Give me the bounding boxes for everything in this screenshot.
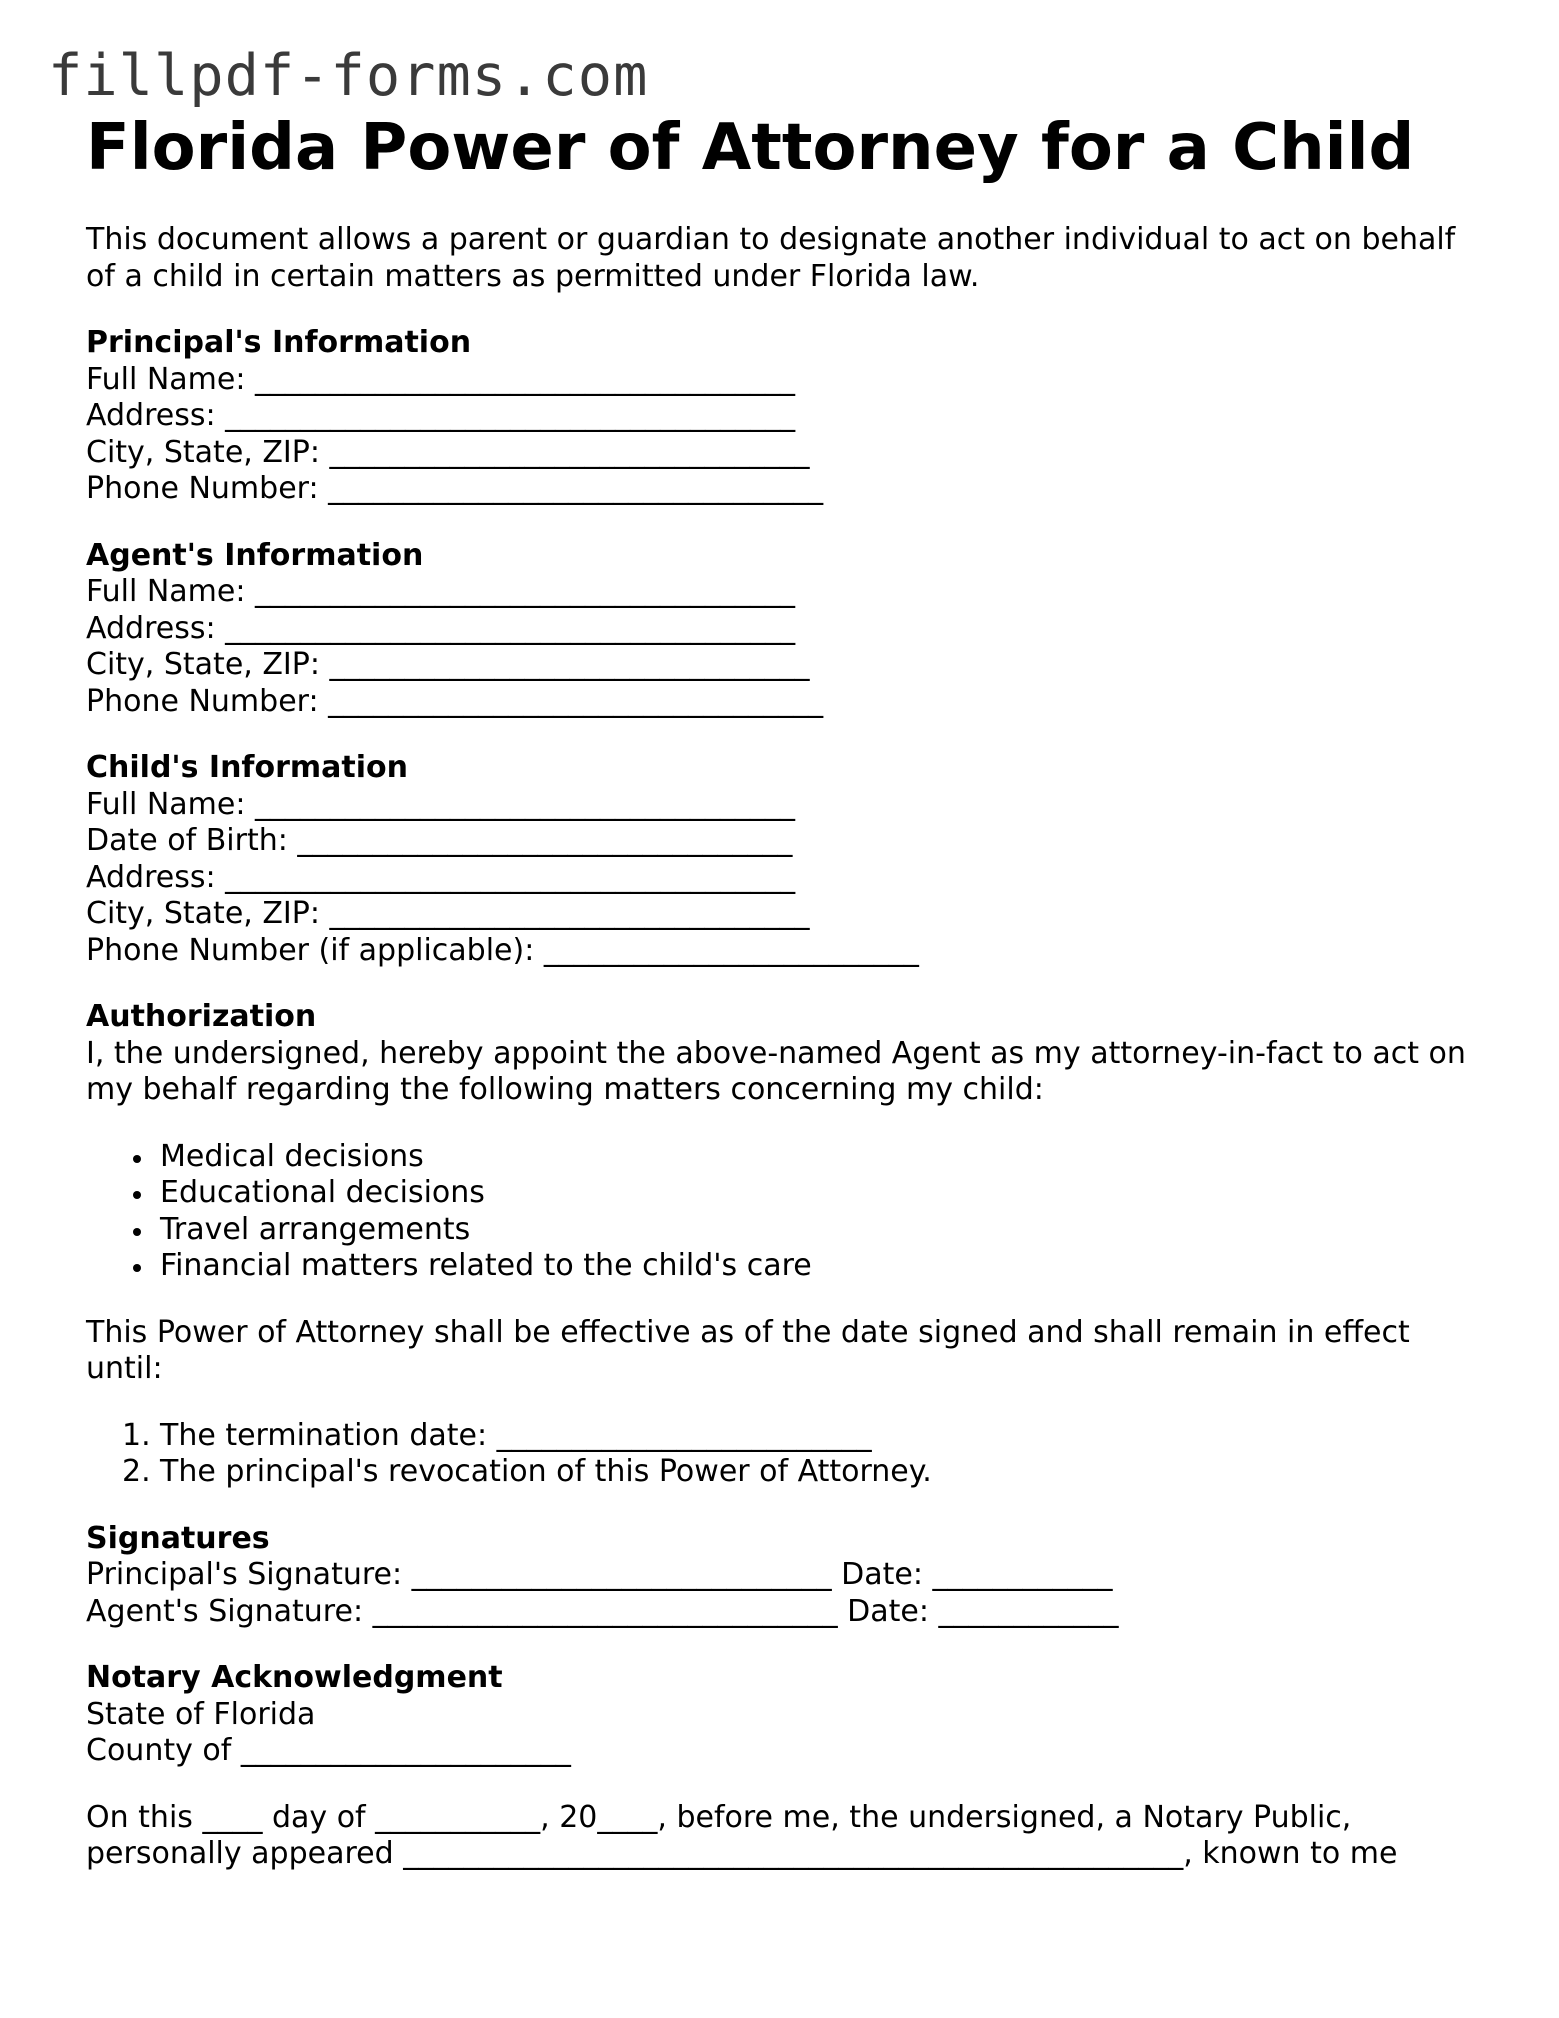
signatures-section	[86, 1521, 1486, 1631]
child-city-field[interactable]: City, State, ZIP: ________________________________	[86, 896, 810, 931]
condition-text: The termination date: _________________________	[160, 1417, 872, 1453]
child-address-field[interactable]: Address: ______________________________________	[86, 859, 796, 895]
notary-state: State of Florida	[86, 1696, 316, 1732]
authorization-text: I, the undersigned, hereby appoint the above-named Agent as my attorney-in-fact to act on my behalf regarding the following matters concerning my child:	[86, 1035, 1466, 1107]
list-item: Medical decisions	[160, 1139, 1486, 1176]
principal-heading: Principal's Information	[86, 325, 472, 360]
intro-paragraph: This document allows a parent or guardian to designate another individual to act on behalf of a child in certain matters as permitted under Florida law.	[86, 222, 1456, 294]
agent-section	[86, 538, 1486, 721]
condition-termination-date[interactable]	[122, 1417, 1486, 1455]
list-number: 1.	[122, 1417, 151, 1453]
child-section	[86, 750, 1486, 969]
agent-address-field[interactable]: Address: ______________________________________	[86, 610, 796, 646]
condition-text: The principal's revocation of this Power of Attorney.	[160, 1454, 932, 1489]
notary-county-field[interactable]: County of ______________________	[86, 1733, 571, 1768]
condition-revocation	[122, 1454, 1486, 1491]
page-title: Florida Power of Attorney for a Child	[86, 111, 1415, 185]
child-full-name-field[interactable]: Full Name: ____________________________________	[86, 786, 795, 822]
child-heading: Child's Information	[86, 750, 408, 785]
notary-section	[86, 1660, 1486, 1873]
agent-heading: Agent's Information	[86, 537, 424, 573]
list-item: Educational decisions	[160, 1175, 1486, 1212]
principal-address-field[interactable]: Address: ______________________________________	[86, 398, 796, 433]
list-item: Travel arrangements	[160, 1212, 1486, 1249]
principal-city-field[interactable]: City, State, ZIP: ________________________________	[86, 434, 810, 470]
conditions-list	[86, 1418, 1486, 1491]
list-number: 2.	[122, 1454, 151, 1489]
notary-heading: Notary Acknowledgment	[86, 1660, 503, 1695]
notary-statement[interactable]: On this ____ day of ___________, 20____, before me, the undersigned, a Notary Public, personally appeared ____________________________________________________, known to me	[86, 1799, 1398, 1871]
principal-phone-field[interactable]: Phone Number: _________________________________	[86, 471, 824, 506]
agent-phone-field[interactable]: Phone Number: _________________________________	[86, 683, 824, 719]
child-dob-field[interactable]: Date of Birth: _________________________________	[86, 823, 793, 858]
child-phone-field[interactable]: Phone Number (if applicable): _________________________	[86, 932, 919, 968]
effective-text: This Power of Attorney shall be effective as of the date signed and shall remain in effect until:	[86, 1314, 1410, 1386]
authorization-section	[86, 999, 1486, 1491]
list-item: Financial matters related to the child's care	[160, 1248, 1486, 1285]
principal-signature-field[interactable]: Principal's Signature: ____________________________ Date: ____________	[86, 1557, 1113, 1592]
principal-full-name-field[interactable]: Full Name: ____________________________________	[86, 361, 795, 397]
authorization-list	[86, 1139, 1486, 1285]
authorization-heading: Authorization	[86, 999, 317, 1034]
agent-signature-field[interactable]: Agent's Signature: _______________________________ Date: ____________	[86, 1593, 1119, 1629]
signatures-heading: Signatures	[86, 1520, 270, 1556]
site-watermark: fillpdf-forms.com	[48, 43, 649, 109]
agent-city-field[interactable]: City, State, ZIP: ________________________________	[86, 647, 810, 682]
document-page	[86, 112, 1486, 1873]
principal-section	[86, 325, 1486, 508]
agent-full-name-field[interactable]: Full Name: ____________________________________	[86, 574, 795, 609]
